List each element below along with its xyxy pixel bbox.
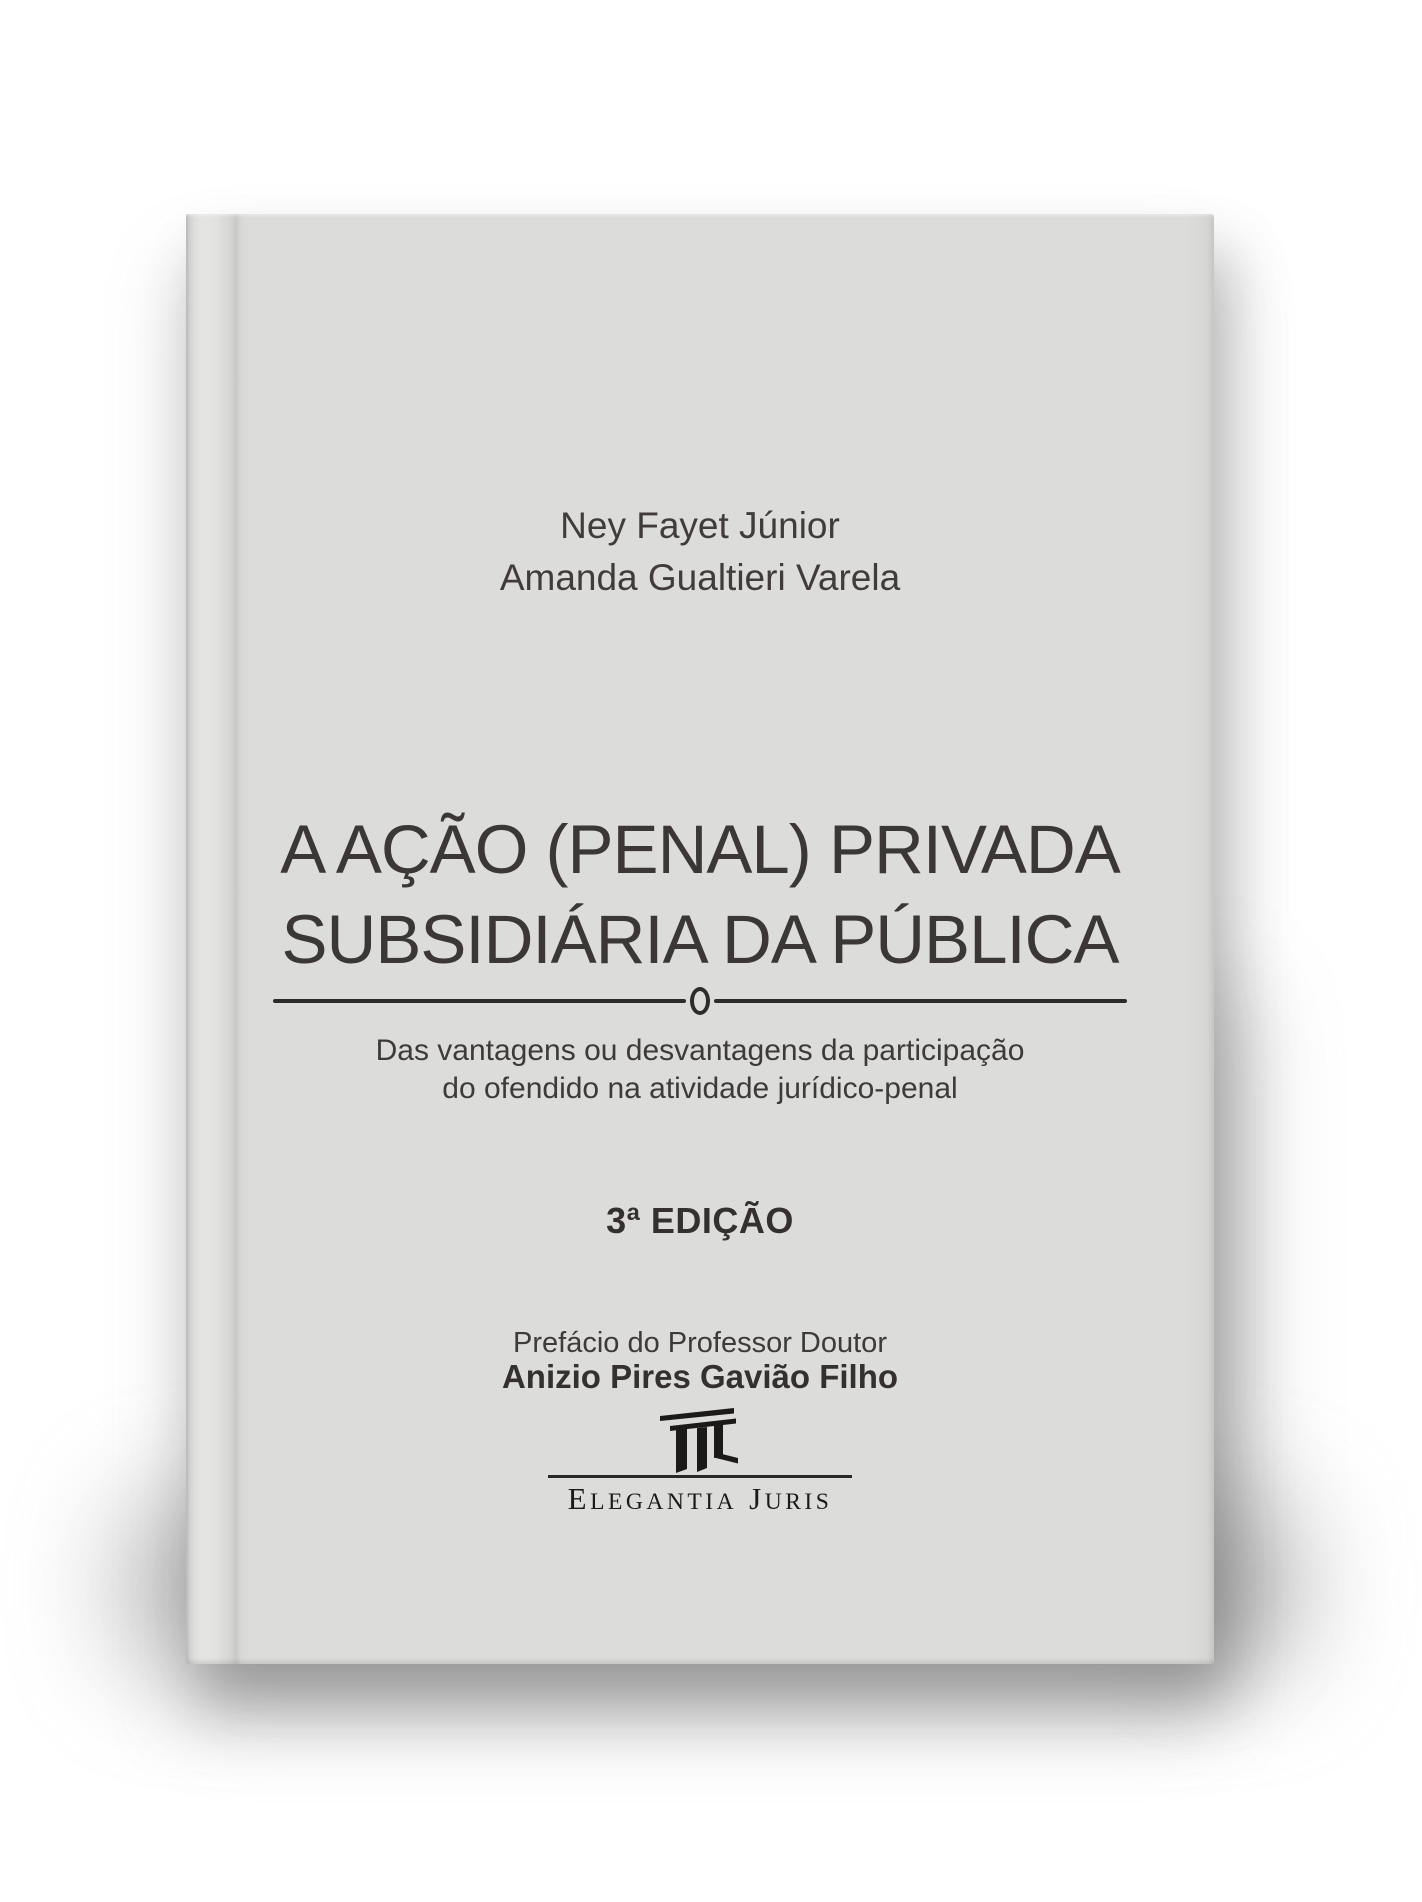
subtitle-line-1: Das vantagens ou desvantagens da participação — [375, 1034, 1025, 1067]
publisher-name-rest-2: URIS — [764, 1489, 833, 1515]
title-line-2: SUBSIDIÁRIA DA PÚBLICA — [281, 901, 1119, 978]
publisher-name-initial-2: J — [749, 1481, 765, 1516]
preface-author: Anizio Pires Gavião Filho — [501, 1358, 899, 1395]
author-line-2: Amanda Gualtieri Varela — [499, 557, 901, 598]
logo-rule — [548, 1475, 852, 1478]
edition-label: 3ª EDIÇÃO — [606, 1200, 794, 1241]
preface-block — [186, 1326, 1214, 1394]
book-cover — [186, 214, 1214, 1664]
preface-label: Prefácio do Professor Doutor — [513, 1327, 887, 1359]
author-line-1: Ney Fayet Júnior — [560, 505, 840, 546]
divider-line-left — [273, 999, 686, 1003]
publisher-logo — [186, 1408, 1214, 1517]
title-line-1: A AÇÃO (PENAL) PRIVADA — [280, 811, 1120, 888]
column-monogram-icon — [657, 1408, 743, 1474]
title-divider — [186, 987, 1214, 1015]
subtitle-line-2: do ofendido na atividade jurídico-penal — [442, 1072, 958, 1105]
book-title — [186, 805, 1214, 985]
publisher-name-initial-1: E — [567, 1481, 591, 1516]
publisher-name-rest-1: LEGANTIA — [590, 1489, 738, 1515]
author-names — [186, 500, 1214, 604]
publisher-name — [186, 1481, 1214, 1517]
divider-line-right — [714, 999, 1127, 1003]
divider-ornament — [690, 987, 710, 1015]
book-subtitle — [186, 1032, 1214, 1108]
